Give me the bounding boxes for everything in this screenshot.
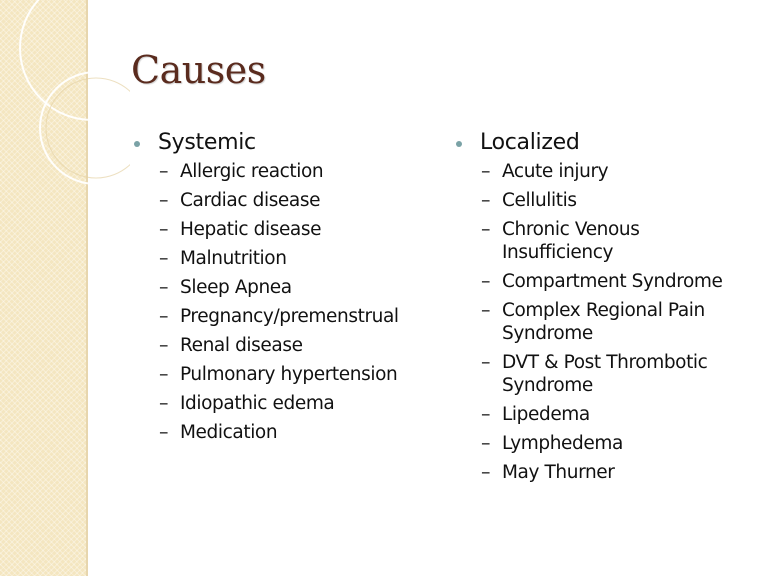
dash-bullet-icon: –: [481, 160, 491, 182]
list-item: [134, 392, 444, 415]
dash-bullet-icon: –: [159, 247, 169, 269]
dash-bullet-icon: –: [159, 305, 169, 327]
dash-bullet-icon: –: [481, 299, 491, 321]
list-item: [134, 363, 444, 386]
list-item-text: Pulmonary hypertension: [180, 364, 398, 385]
causes-column-localized: [456, 128, 756, 490]
column-heading: Systemic: [158, 130, 256, 155]
dot-bullet-icon: [134, 141, 140, 147]
list-item: [134, 334, 444, 357]
dash-bullet-icon: –: [159, 363, 169, 385]
list-item-text: Lymphedema: [502, 433, 623, 454]
list-item: [456, 461, 756, 484]
list-item-text: Cardiac disease: [180, 190, 321, 211]
dash-bullet-icon: –: [481, 403, 491, 425]
list-item: [134, 218, 444, 241]
decorative-circles-icon: [0, 0, 130, 220]
slide-title: Causes: [131, 48, 266, 92]
localized-causes-list: [456, 160, 756, 484]
column-heading: Localized: [480, 130, 580, 155]
list-item-text: Renal disease: [180, 335, 303, 356]
dash-bullet-icon: –: [159, 218, 169, 240]
dash-bullet-icon: –: [481, 189, 491, 211]
list-item-text: Hepatic disease: [180, 219, 322, 240]
list-item: [134, 305, 444, 328]
list-item-text: Malnutrition: [180, 248, 287, 269]
list-item: [456, 351, 756, 397]
dash-bullet-icon: –: [159, 334, 169, 356]
list-item-text: Compartment Syndrome: [502, 271, 723, 292]
list-item: [456, 432, 756, 455]
dash-bullet-icon: –: [159, 392, 169, 414]
list-item: [456, 160, 756, 183]
list-item-text: Idiopathic edema: [180, 393, 335, 414]
list-item-text: Acute injury: [502, 161, 609, 182]
dash-bullet-icon: –: [159, 276, 169, 298]
list-item-text: Chronic Venous Insufficiency: [502, 219, 640, 263]
list-item: [134, 421, 444, 444]
dash-bullet-icon: –: [159, 421, 169, 443]
list-item-text: Allergic reaction: [180, 161, 324, 182]
list-item: [456, 218, 756, 264]
list-item-text: Cellulitis: [502, 190, 577, 211]
list-item-text: May Thurner: [502, 462, 615, 483]
dash-bullet-icon: –: [481, 270, 491, 292]
dot-bullet-icon: [456, 141, 462, 147]
list-item-text: Pregnancy/premenstrual: [180, 306, 399, 327]
list-item-text: Complex Regional Pain Syndrome: [502, 300, 705, 344]
list-item: [134, 247, 444, 270]
dash-bullet-icon: –: [159, 189, 169, 211]
bullet-systemic: [134, 128, 444, 160]
dash-bullet-icon: –: [159, 160, 169, 182]
list-item: [456, 299, 756, 345]
list-item: [456, 270, 756, 293]
bullet-localized: [456, 128, 756, 160]
list-item-text: Medication: [180, 422, 278, 443]
list-item-text: Lipedema: [502, 404, 590, 425]
dash-bullet-icon: –: [481, 351, 491, 373]
list-item: [134, 276, 444, 299]
list-item-text: Sleep Apnea: [180, 277, 292, 298]
dash-bullet-icon: –: [481, 218, 491, 240]
dash-bullet-icon: –: [481, 432, 491, 454]
causes-column-systemic: [134, 128, 444, 450]
list-item-text: DVT & Post Thrombotic Syndrome: [502, 352, 708, 396]
list-item: [134, 189, 444, 212]
list-item: [134, 160, 444, 183]
list-item: [456, 189, 756, 212]
list-item: [456, 403, 756, 426]
systemic-causes-list: [134, 160, 444, 444]
dash-bullet-icon: –: [481, 461, 491, 483]
